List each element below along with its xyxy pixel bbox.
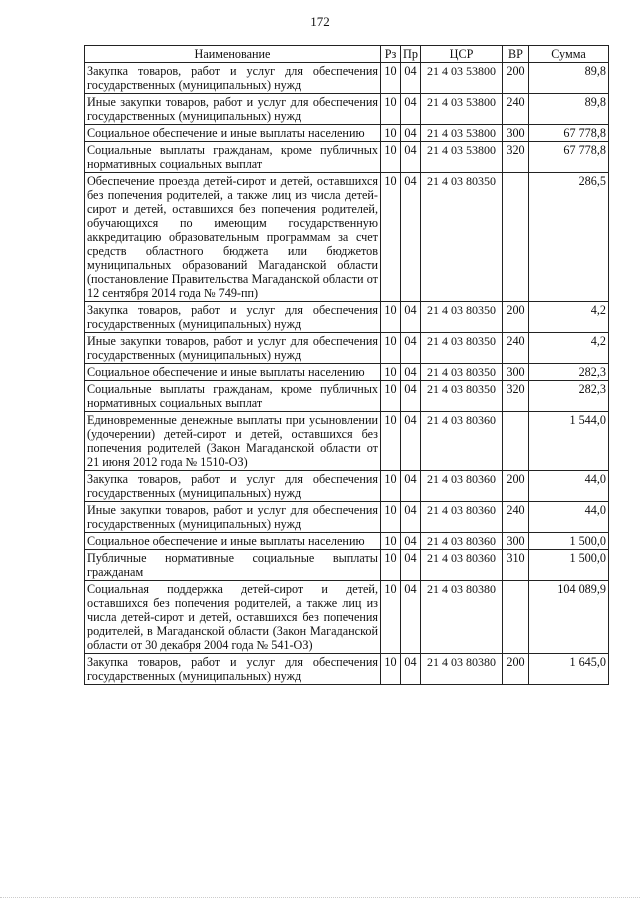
row-sum: 44,0 bbox=[529, 502, 609, 533]
row-sum: 1 544,0 bbox=[529, 412, 609, 471]
row-rz: 10 bbox=[381, 142, 401, 173]
row-name: Закупка товаров, работ и услуг для обеспечения государственных (муниципальных) нужд bbox=[85, 302, 381, 333]
row-pr: 04 bbox=[401, 94, 421, 125]
table-row bbox=[85, 581, 609, 654]
row-sum: 4,2 bbox=[529, 333, 609, 364]
row-vr: 200 bbox=[503, 63, 529, 94]
row-rz: 10 bbox=[381, 173, 401, 302]
row-csr: 21 4 03 80350 bbox=[421, 364, 503, 381]
row-sum: 104 089,9 bbox=[529, 581, 609, 654]
row-vr: 320 bbox=[503, 142, 529, 173]
row-csr: 21 4 03 80360 bbox=[421, 471, 503, 502]
row-name: Социальная поддержка детей-сирот и детей, оставшихся без попечения родителей, а также лиц из числа детей-сирот и детей, оставшихся без попечения родителей, в Магаданской области (Закон Магаданской области от 30 декабря 2004 года № 541-ОЗ) bbox=[85, 581, 381, 654]
row-name: Социальные выплаты гражданам, кроме публичных нормативных социальных выплат bbox=[85, 381, 381, 412]
row-sum: 89,8 bbox=[529, 63, 609, 94]
row-csr: 21 4 03 80350 bbox=[421, 381, 503, 412]
row-rz: 10 bbox=[381, 63, 401, 94]
table-row bbox=[85, 63, 609, 94]
row-csr: 21 4 03 80380 bbox=[421, 581, 503, 654]
row-csr: 21 4 03 80360 bbox=[421, 412, 503, 471]
table-row bbox=[85, 550, 609, 581]
row-pr: 04 bbox=[401, 142, 421, 173]
row-pr: 04 bbox=[401, 550, 421, 581]
header-sum: Сумма bbox=[529, 46, 609, 63]
row-sum: 1 500,0 bbox=[529, 550, 609, 581]
row-rz: 10 bbox=[381, 533, 401, 550]
row-csr: 21 4 03 80350 bbox=[421, 333, 503, 364]
row-sum: 286,5 bbox=[529, 173, 609, 302]
row-pr: 04 bbox=[401, 471, 421, 502]
table-header-row bbox=[85, 46, 609, 63]
table-row bbox=[85, 471, 609, 502]
table-row bbox=[85, 302, 609, 333]
row-vr bbox=[503, 173, 529, 302]
row-csr: 21 4 03 80360 bbox=[421, 502, 503, 533]
row-csr: 21 4 03 53800 bbox=[421, 94, 503, 125]
row-name: Социальные выплаты гражданам, кроме публичных нормативных социальных выплат bbox=[85, 142, 381, 173]
row-vr: 200 bbox=[503, 654, 529, 685]
row-vr: 300 bbox=[503, 533, 529, 550]
budget-table bbox=[84, 45, 609, 685]
row-vr: 200 bbox=[503, 302, 529, 333]
row-name: Закупка товаров, работ и услуг для обеспечения государственных (муниципальных) нужд bbox=[85, 63, 381, 94]
row-vr: 240 bbox=[503, 94, 529, 125]
table-row bbox=[85, 381, 609, 412]
row-rz: 10 bbox=[381, 550, 401, 581]
row-name: Иные закупки товаров, работ и услуг для обеспечения государственных (муниципальных) нужд bbox=[85, 333, 381, 364]
row-csr: 21 4 03 80350 bbox=[421, 173, 503, 302]
table-row bbox=[85, 502, 609, 533]
row-pr: 04 bbox=[401, 333, 421, 364]
row-name: Публичные нормативные социальные выплаты гражданам bbox=[85, 550, 381, 581]
row-pr: 04 bbox=[401, 173, 421, 302]
row-name: Социальное обеспечение и иные выплаты населению bbox=[85, 125, 381, 142]
row-rz: 10 bbox=[381, 654, 401, 685]
row-pr: 04 bbox=[401, 581, 421, 654]
row-name: Иные закупки товаров, работ и услуг для обеспечения государственных (муниципальных) нужд bbox=[85, 94, 381, 125]
row-pr: 04 bbox=[401, 63, 421, 94]
row-csr: 21 4 03 80350 bbox=[421, 302, 503, 333]
table-row bbox=[85, 173, 609, 302]
row-name: Закупка товаров, работ и услуг для обеспечения государственных (муниципальных) нужд bbox=[85, 471, 381, 502]
table-row bbox=[85, 125, 609, 142]
row-pr: 04 bbox=[401, 533, 421, 550]
row-sum: 67 778,8 bbox=[529, 125, 609, 142]
row-vr: 300 bbox=[503, 125, 529, 142]
row-vr: 300 bbox=[503, 364, 529, 381]
row-pr: 04 bbox=[401, 302, 421, 333]
row-rz: 10 bbox=[381, 94, 401, 125]
table-row bbox=[85, 94, 609, 125]
table-row bbox=[85, 142, 609, 173]
table-row bbox=[85, 654, 609, 685]
header-csr: ЦСР bbox=[421, 46, 503, 63]
row-name: Закупка товаров, работ и услуг для обеспечения государственных (муниципальных) нужд bbox=[85, 654, 381, 685]
header-vr: ВР bbox=[503, 46, 529, 63]
row-vr: 240 bbox=[503, 502, 529, 533]
row-name: Социальное обеспечение и иные выплаты населению bbox=[85, 364, 381, 381]
footer-divider bbox=[0, 897, 640, 898]
row-rz: 10 bbox=[381, 502, 401, 533]
row-rz: 10 bbox=[381, 364, 401, 381]
row-pr: 04 bbox=[401, 502, 421, 533]
table-row bbox=[85, 412, 609, 471]
row-vr bbox=[503, 412, 529, 471]
row-csr: 21 4 03 80360 bbox=[421, 533, 503, 550]
page-number: 172 bbox=[310, 14, 330, 29]
row-csr: 21 4 03 80380 bbox=[421, 654, 503, 685]
row-vr: 320 bbox=[503, 381, 529, 412]
table-row bbox=[85, 364, 609, 381]
row-csr: 21 4 03 53800 bbox=[421, 125, 503, 142]
row-name: Иные закупки товаров, работ и услуг для обеспечения государственных (муниципальных) нужд bbox=[85, 502, 381, 533]
row-sum: 44,0 bbox=[529, 471, 609, 502]
table-row bbox=[85, 333, 609, 364]
row-rz: 10 bbox=[381, 471, 401, 502]
table-body bbox=[85, 63, 609, 685]
row-sum: 282,3 bbox=[529, 381, 609, 412]
row-rz: 10 bbox=[381, 381, 401, 412]
row-name: Единовременные денежные выплаты при усыновлении (удочерении) детей-сирот и детей, оставшихся без попечения родителей (Закон Магаданской области от 21 июня 2012 года № 1510-ОЗ) bbox=[85, 412, 381, 471]
row-vr bbox=[503, 581, 529, 654]
row-rz: 10 bbox=[381, 125, 401, 142]
row-sum: 1 645,0 bbox=[529, 654, 609, 685]
row-vr: 310 bbox=[503, 550, 529, 581]
header-rz: Рз bbox=[381, 46, 401, 63]
row-rz: 10 bbox=[381, 302, 401, 333]
row-csr: 21 4 03 53800 bbox=[421, 63, 503, 94]
row-rz: 10 bbox=[381, 412, 401, 471]
row-vr: 200 bbox=[503, 471, 529, 502]
row-sum: 282,3 bbox=[529, 364, 609, 381]
row-vr: 240 bbox=[503, 333, 529, 364]
row-sum: 89,8 bbox=[529, 94, 609, 125]
header-pr: Пр bbox=[401, 46, 421, 63]
row-sum: 1 500,0 bbox=[529, 533, 609, 550]
row-sum: 67 778,8 bbox=[529, 142, 609, 173]
row-pr: 04 bbox=[401, 125, 421, 142]
row-pr: 04 bbox=[401, 364, 421, 381]
row-name: Обеспечение проезда детей-сирот и детей, оставшихся без попечения родителей, а также лиц из числа детей-сирот и детей, оставшихся без попечения родителей, обучающихся по имеющим государственную аккредитацию образовательным программам за счет средств областного бюджета или бюджетов муниципальных образований Магаданской области (постановление Правительства Магаданской области от 12 сентября 2014 года № 749-пп) bbox=[85, 173, 381, 302]
row-rz: 10 bbox=[381, 333, 401, 364]
row-sum: 4,2 bbox=[529, 302, 609, 333]
header-name: Наименование bbox=[85, 46, 381, 63]
row-pr: 04 bbox=[401, 381, 421, 412]
row-pr: 04 bbox=[401, 654, 421, 685]
row-rz: 10 bbox=[381, 581, 401, 654]
row-csr: 21 4 03 80360 bbox=[421, 550, 503, 581]
row-csr: 21 4 03 53800 bbox=[421, 142, 503, 173]
row-name: Социальное обеспечение и иные выплаты населению bbox=[85, 533, 381, 550]
table-row bbox=[85, 533, 609, 550]
row-pr: 04 bbox=[401, 412, 421, 471]
